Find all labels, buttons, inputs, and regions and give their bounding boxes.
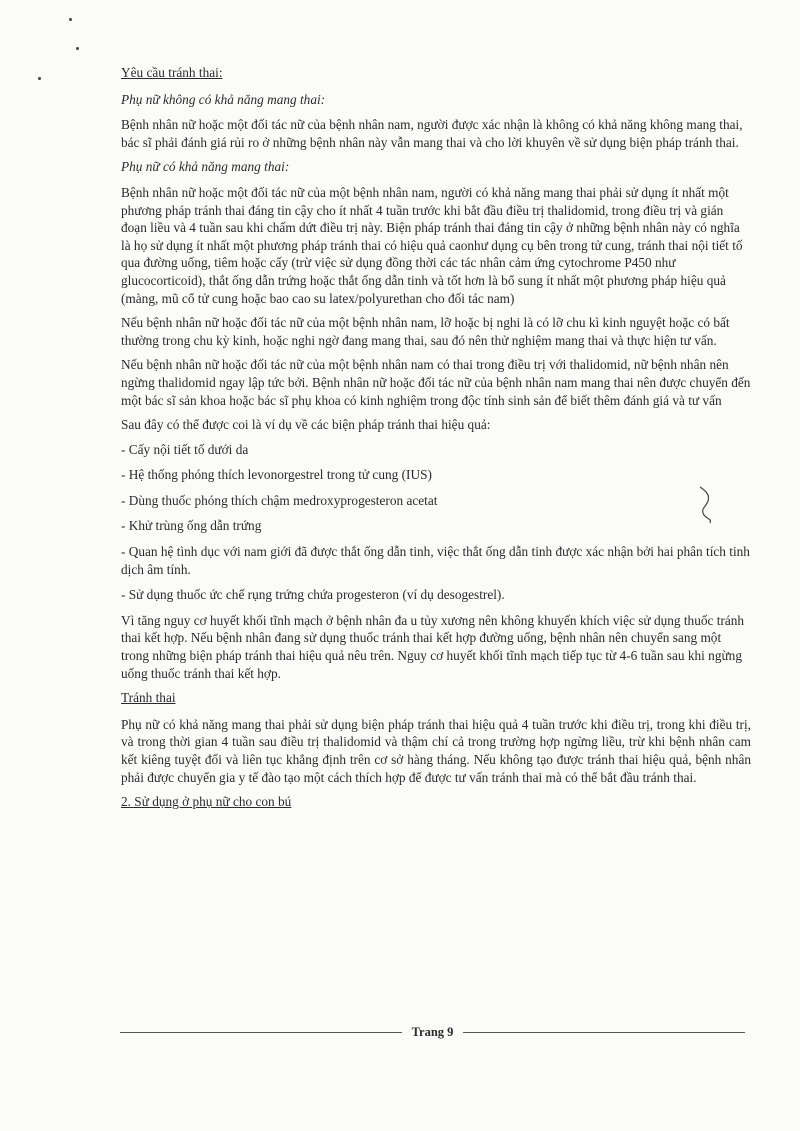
paragraph: Vì tăng nguy cơ huyết khối tĩnh mạch ở bệnh nhân đa u tủy xương nên không khuyến khích việc sử dụng thuốc tránh thai kết hợp. Nếu bệnh nhân đang sử dụng thuốc tránh thai kết hợp đường uống, bệnh nhân nên chuyển sang một trong những biện pháp tránh thai hiệu quả nêu trên. Nguy cơ huyết khối tĩnh mạch tiếp tục từ 4-6 tuần sau khi ngừng uống thuốc tránh thai kết hợp. (121, 612, 745, 681)
paragraph: Sau đây có thể được coi là ví dụ về các biện pháp tránh thai hiệu quả: (121, 417, 491, 433)
page-footer (120, 1022, 745, 1042)
subheading: Phụ nữ có khả năng mang thai: (121, 159, 290, 175)
paragraph: Bệnh nhân nữ hoặc một đối tác nữ của bệnh nhân nam, người được xác nhận là không có khả năng không mang thai, bác sĩ phải đánh giá rủi ro ở những bệnh nhân này vẫn mang thai và cho lời khuyên về sử dụng biện pháp tránh thai. (121, 117, 743, 150)
page-number: Trang 9 (411, 1024, 454, 1039)
scan-dot (38, 77, 41, 80)
paragraph: Bệnh nhân nữ hoặc một đối tác nữ của một bệnh nhân nam, người có khả năng mang thai phải sử dụng ít nhất một phương pháp tránh thai đáng tin cậy cho ít nhất 4 tuần trước khi bắt đầu điều trị thalidomid, trong điều trị và gián đoạn liều và 4 tuần sau khi chấm dứt điều trị này. Biện pháp tránh thai đáng tin cậy ở những bệnh nhân này có nghĩa là họ sử dụng ít nhất một phương pháp tránh thai có hiệu quả caonhư dụng cụ bên trong tử cung, tránh thai nội tiết tố qua đường uống, tiêm hoặc cấy (trừ việc sử dụng đồng thời các tác nhân cảm ứng cytochrome P450 như glucocorticoid), thắt ống dẫn trứng hoặc thắt ống dẫn tinh và tốt hơn là bổ sung ít nhất một phương pháp hiệu quả (màng, mũ cổ tử cung hoặc bao cao su latex/polyurethan cho đối tác nam) (121, 184, 743, 306)
scan-dot (69, 18, 72, 21)
list-item: - Dùng thuốc phóng thích chậm medroxyprogesteron acetat (121, 492, 438, 508)
list-item: - Cấy nội tiết tố dưới da (121, 441, 249, 457)
handwritten-mark (696, 485, 726, 525)
list-item: - Sử dụng thuốc ức chế rụng trứng chứa progesteron (ví dụ desogestrel). (121, 587, 505, 603)
section-heading: Yêu cầu tránh thai: (121, 65, 223, 80)
section-heading: Tránh thai (121, 690, 176, 706)
list-item: - Khử trùng ống dẫn trứng (121, 518, 262, 534)
document-body (121, 64, 751, 820)
footer-rule-left (120, 1032, 402, 1033)
scan-dot (76, 47, 79, 50)
paragraph: Phụ nữ có khả năng mang thai phải sử dụng biện pháp tránh thai hiệu quả 4 tuần trước khi điều trị, trong khi điều trị, và trong thời gian 4 tuần sau điều trị thalidomid và thậm chí cả trong trường hợp ngừng liều, trừ khi bệnh nhân cam kết kiêng tuyệt đối và liên tục khẳng định trên cơ sở hàng tháng. Nếu không tạo được tránh thai hiệu quả, bệnh nhân phải được chuyển gia y tế đào tạo một cách thích hợp để được tư vấn tránh thai mà có thể bắt đầu tránh thai. (121, 716, 751, 785)
subheading: Phụ nữ không có khả năng mang thai: (121, 91, 326, 107)
paragraph: Nếu bệnh nhân nữ hoặc đối tác nữ của một bệnh nhân nam, lỡ hoặc bị nghi là có lỡ chu kì kinh nguyệt hoặc có bất thường trong chu kỳ kinh, hoặc nghi ngờ đang mang thai, sau đó nên thử nghiệm mang thai và thực hiện tư vấn. (121, 315, 730, 348)
section-heading: 2. Sử dụng ở phụ nữ cho con bú (121, 794, 292, 810)
paragraph: Nếu bệnh nhân nữ hoặc đối tác nữ của một bệnh nhân nam có thai trong điều trị với thalidomid, nữ bệnh nhân nên ngừng thalidomid ngay lập tức bởi. Bệnh nhân nữ hoặc đối tác nữ của bệnh nhân nam mang thai nên được chuyển đến một bác sĩ sản khoa hoặc bác sĩ phụ khoa có kinh nghiệm trong độc tính sinh sản để biết thêm đánh giá và tư vấn (121, 357, 751, 408)
list-item: - Quan hệ tình dục với nam giới đã được thắt ống dẫn tinh, việc thắt ống dẫn tinh được xác nhận bởi hai phân tích tinh dịch âm tính. (121, 544, 750, 577)
list-item: - Hệ thống phóng thích levonorgestrel trong tử cung (IUS) (121, 467, 432, 483)
footer-rule-right (463, 1032, 745, 1033)
